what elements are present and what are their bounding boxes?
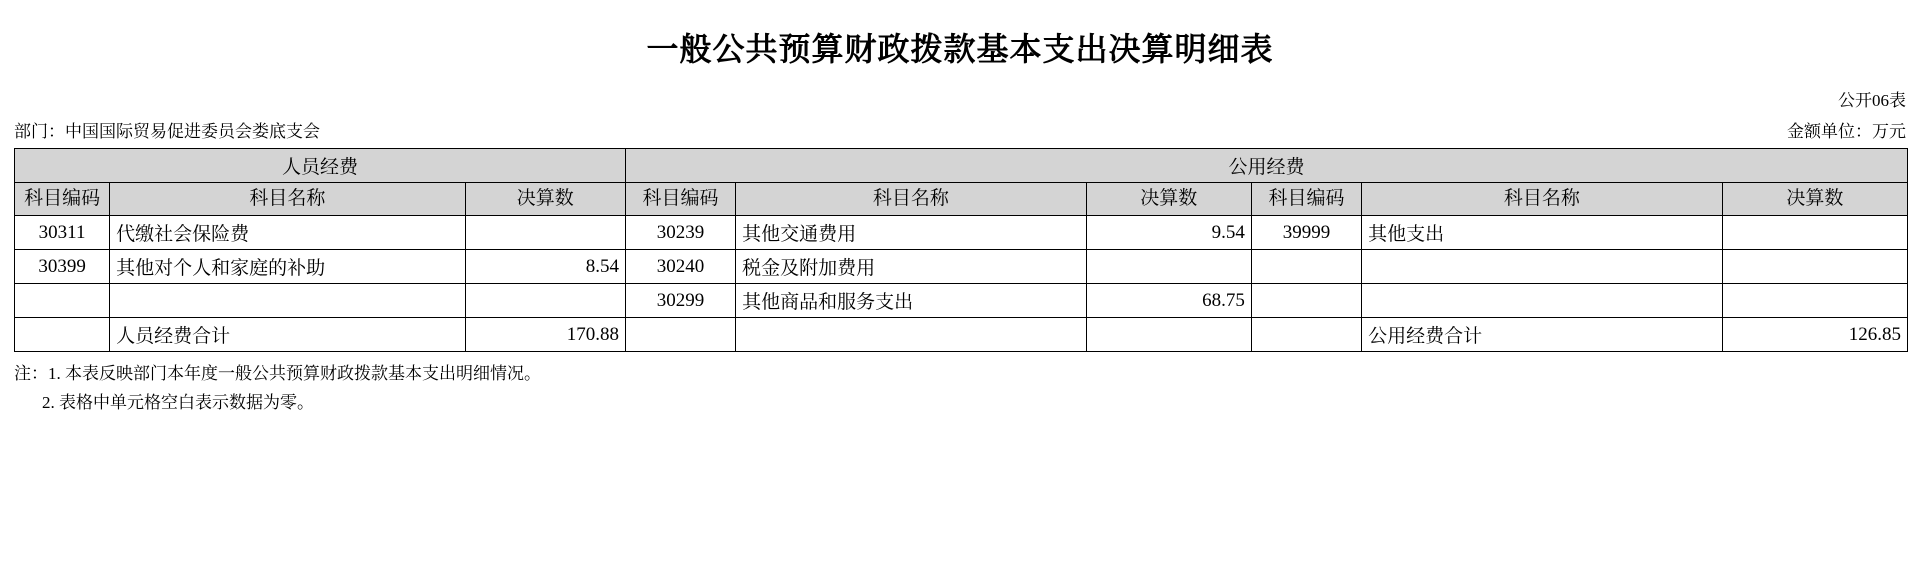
cell-public2-name: 其他支出 [1362,216,1723,250]
cell-personnel-name: 其他对个人和家庭的补助 [110,250,466,284]
col-header-amount-3: 决算数 [1722,183,1907,216]
meta-row [0,111,1920,148]
form-number: 公开06表 [1838,91,1906,110]
cell-personnel-code [15,284,110,318]
cell-public2-name [1362,284,1723,318]
cell-total-personnel-amount: 170.88 [465,318,625,352]
col-header-name-2: 科目名称 [736,183,1087,216]
cell-public1-code: 30240 [625,250,735,284]
amount-unit-label: 金额单位：万元 [1787,122,1906,141]
cell-public2-name [1362,250,1723,284]
cell-public1-name: 其他商品和服务支出 [736,284,1087,318]
cell-public2-code [1251,284,1361,318]
group-header-public: 公用经费 [625,149,1907,183]
cell-total-public2-label: 公用经费合计 [1362,318,1723,352]
cell-public2-amount [1722,284,1907,318]
group-header-row [15,149,1908,183]
cell-public1-amount [1086,250,1251,284]
table-row [15,250,1908,284]
cell-public1-code: 30299 [625,284,735,318]
cell-personnel-amount [465,216,625,250]
cell-total-personnel-label: 人员经费合计 [110,318,466,352]
col-header-amount-1: 决算数 [465,183,625,216]
cell-total-public1-name [736,318,1087,352]
page-title: 一般公共预算财政拨款基本支出决算明细表 [646,31,1274,67]
cell-public1-code: 30239 [625,216,735,250]
cell-public2-amount [1722,250,1907,284]
cell-personnel-name [110,284,466,318]
table-row [15,216,1908,250]
budget-table [14,148,1908,352]
cell-total-personnel-code [15,318,110,352]
col-header-code-2: 科目编码 [625,183,735,216]
note-line-2: 2. 表格中单元格空白表示数据为零。 [42,392,314,412]
cell-personnel-amount [465,284,625,318]
table-total-row [15,318,1908,352]
cell-public1-name: 税金及附加费用 [736,250,1087,284]
cell-total-public1-code [625,318,735,352]
cell-total-public1-amount [1086,318,1251,352]
table-row [15,284,1908,318]
cell-public2-amount [1722,216,1907,250]
cell-personnel-code: 30311 [15,216,110,250]
cell-personnel-amount: 8.54 [465,250,625,284]
group-header-personnel: 人员经费 [15,149,626,183]
cell-public2-code: 39999 [1251,216,1361,250]
cell-public2-code [1251,250,1361,284]
cell-total-public2-amount: 126.85 [1722,318,1907,352]
cell-public1-name: 其他交通费用 [736,216,1087,250]
cell-personnel-name: 代缴社会保险费 [110,216,466,250]
department-label: 部门：中国国际贸易促进委员会娄底支会 [14,122,320,141]
note-line-1: 注：1. 本表反映部门本年度一般公共预算财政拨款基本支出明细情况。 [14,364,541,383]
cell-public1-amount: 9.54 [1086,216,1251,250]
cell-public1-amount: 68.75 [1086,284,1251,318]
cell-total-public2-code [1251,318,1361,352]
col-header-name-3: 科目名称 [1362,183,1723,216]
col-header-name-1: 科目名称 [110,183,466,216]
col-header-code-3: 科目编码 [1251,183,1361,216]
column-header-row [15,183,1908,216]
cell-personnel-code: 30399 [15,250,110,284]
col-header-amount-2: 决算数 [1086,183,1251,216]
col-header-code-1: 科目编码 [15,183,110,216]
notes-block [0,352,1920,418]
